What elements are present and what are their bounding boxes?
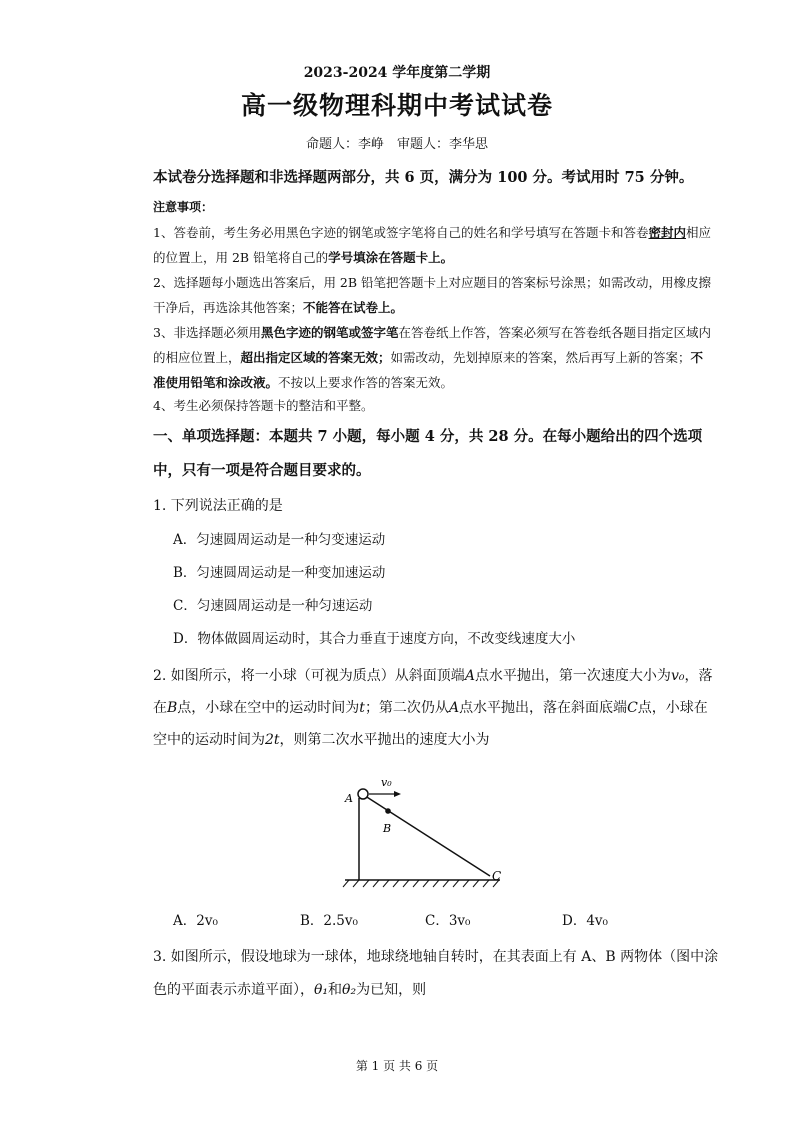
question-2-stem: 2. 如图所示，将一小球（可视为质点）从斜面顶端A点水平抛出，第一次速度大小为v₀，落在B点，小球在空中的运动时间为t；第二次仍从A点水平抛出，落在斜面底端C点，小球在空中的运动时间为2t，则第二次水平抛出的速度大小为: [153, 668, 713, 748]
school-year: 2023-2024 学年度第二学期: [303, 65, 491, 81]
seal-text: 密封内: [648, 225, 686, 240]
q1-option-b: B．匀速圆周运动是一种变加速运动: [173, 565, 386, 581]
notice-item-2: 2、选择题每小题选出答案后，用 2B 铅笔把答题卡上对应题目的答案标号涂黑；如需改动，用橡皮擦干净后，再选涂其他答案；不能答在试卷上。: [153, 275, 712, 315]
label-b: B: [383, 822, 392, 835]
notice-heading: 注意事项：: [153, 200, 214, 214]
q1-option-c: C．匀速圆周运动是一种匀速运动: [173, 598, 373, 614]
q2-option-c: C．3v₀: [425, 913, 471, 929]
incline-line: [359, 792, 490, 876]
authors-line: 命题人：李峥 审题人：李华思: [305, 137, 488, 152]
ball-icon: [358, 789, 368, 799]
exam-summary: 本试卷分选择题和非选择题两部分，共 6 页，满分为 100 分。考试用时 75 分钟。: [153, 169, 694, 186]
question-3-stem: 3. 如图所示，假设地球为一球体，地球绕地轴自转时，在其表面上有 A、B 两物体（图中涂色的平面表示赤道平面），θ₁和θ₂为已知，则: [153, 949, 719, 998]
q1-option-d: D．物体做圆周运动时，其合力垂直于速度方向，不改变线速度大小: [173, 631, 576, 647]
incline-figure: [335, 770, 515, 890]
page-footer: 第 1 页 共 6 页: [355, 1059, 439, 1073]
label-c: C: [492, 869, 502, 883]
q2-option-a: A．2v₀: [173, 913, 218, 929]
notice-item-3: 3、非选择题必须用黑色字迹的钢笔或签字笔在答卷纸上作答，答案必须写在答卷纸各题目指定区域内的相应位置上，超出指定区域的答案无效；如需改动，先划掉原来的答案，然后再写上新的答案；不准使用铅笔和涂改液。不按以上要求作答的答案无效。: [153, 325, 711, 390]
label-a: A: [345, 792, 353, 805]
label-v0: v₀: [381, 776, 392, 789]
ground-hatching: [343, 880, 499, 887]
notice-item-4: 4、考生必须保持答题卡的整洁和平整。: [153, 398, 374, 413]
q2-option-b: B．2.5v₀: [300, 913, 358, 929]
q2-option-d: D．4v₀: [562, 913, 608, 929]
arrow-head-icon: [394, 791, 401, 797]
question-1-stem: 1. 下列说法正确的是: [153, 498, 283, 514]
q1-option-a: A．匀速圆周运动是一种匀变速运动: [173, 532, 386, 548]
notice-item-1: 1、答卷前，考生务必用黑色字迹的钢笔或签字笔将自己的姓名和学号填写在答题卡和答卷密封内相应的位置上，用 2B 铅笔将自己的学号填涂在答题卡上。: [153, 225, 711, 265]
point-b-marker: [385, 808, 391, 814]
section-heading: 一、单项选择题：本题共 7 小题，每小题 4 分，共 28 分。在每小题给出的四个选项中，只有一项是符合题目要求的。: [153, 428, 703, 479]
page-title: 高一级物理科期中考试试卷: [240, 91, 553, 120]
